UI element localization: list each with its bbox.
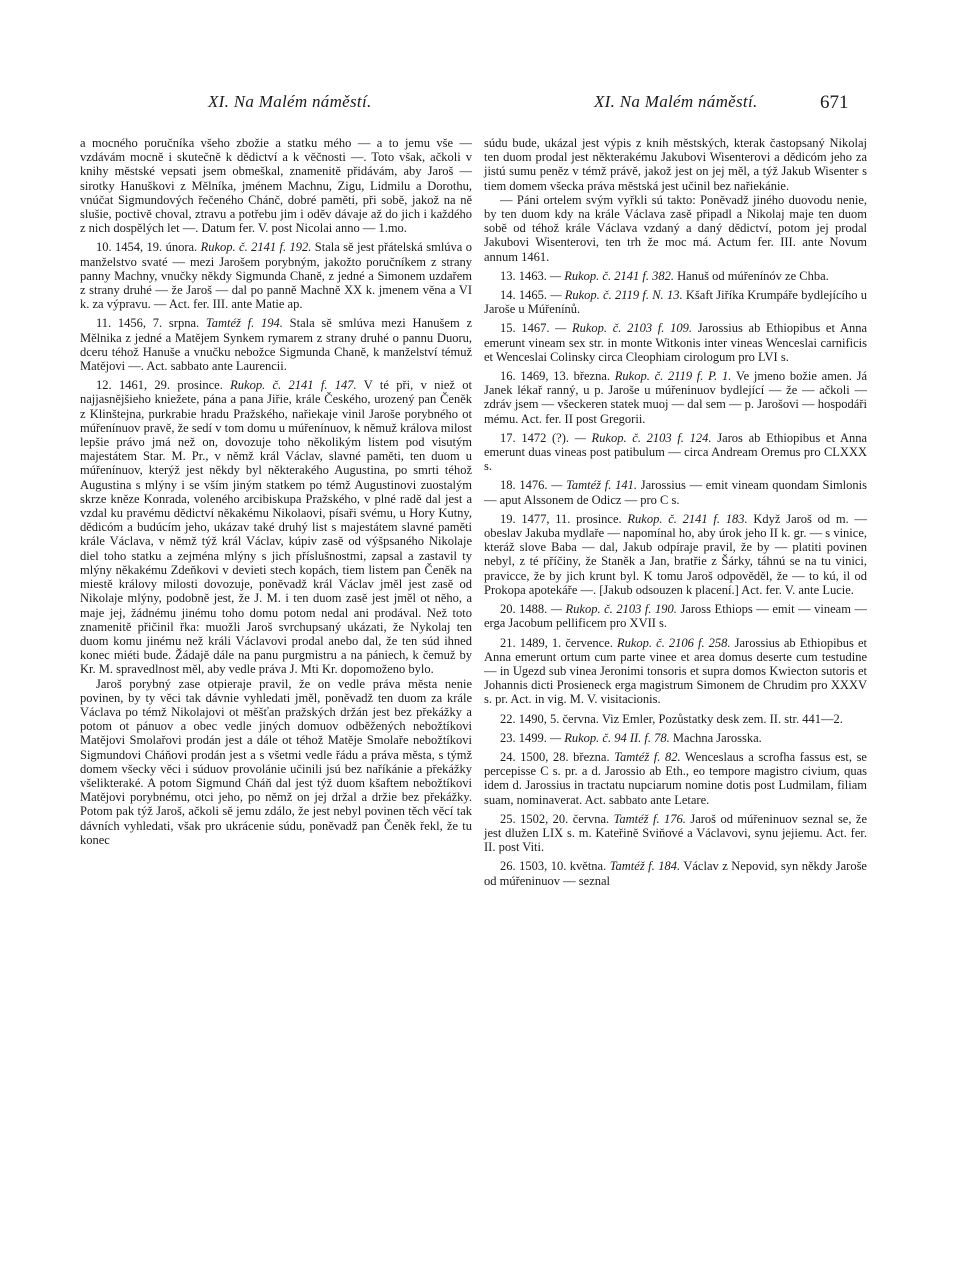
entry-source-reference: — Rukop. č. 2103 f. 124. — [574, 430, 712, 445]
entry-heading: 22. 1490, 5. června. — [500, 711, 599, 726]
page-header — [0, 92, 960, 118]
entry-source-reference: Rukop. č. 2141 f. 192. — [200, 240, 312, 255]
entry-text: Václav z Nepovid, syn někdy Jaroše od múřeninuov — seznal — [484, 859, 867, 888]
entry-text: Jaros ab Ethiopibus et Anna emerunt duas vineas post patibulum — circa Andream Oremus pro CLXXX s. — [484, 430, 868, 474]
entry-text: Když Jaroš od m. — obeslav Jakuba mydlaře — napomínal ho, aby úrok jeho II k. gr. — s vinice, kteráž slove Baba — dal, Jakub odpíraje pravil, že by — platiti povinen nebyl, z té příčiny, že Staněk a Jan, bratřie z Šárky, táhnú se na tu vinici, pravicce, že by jich krunt byl. K tomu Jaroš odpověděl, že — to kú, il od Prokopa apotekáře —. [Jakub odsouzen k placení.] Act. fer. V. ante Lucie. — [484, 511, 868, 597]
entry-text: Jarossius ab Ethiopibus et Anna emerunt ortum cum parte vinee et area domus deserte cum testudine — in Ugezd sub vinea Jeronimi tonsoris et supra domos Kwiecton sutoris et Johannis dicti Prosieneck erga magistrum Simonem de Chrudim pro XXXV s. pr. Act. in vig. M. V. visitacionis. — [484, 635, 868, 707]
entry-heading: 25. 1502, 20. června. — [500, 811, 610, 826]
continued-paragraph: súdu bude, ukázal jest výpis z knih městských, kterak častopsaný Nikolaj ten duom prodal jest některakému Jakubovi Wisenterovi a dědicóm jeho za jistú sumu peněz v témž právě, jakož jest on jej měl, a týž Jakub Wisenter s tiem domem všecka práva městská jest učinil bez nařiekánie. — [484, 136, 867, 193]
entry-heading: 16. 1469, 13. března. — [500, 369, 611, 384]
document-entry — [80, 378, 472, 676]
entry-source-reference: — Tamtéž f. 141. — [551, 478, 637, 493]
right-column — [484, 136, 867, 888]
continued-paragraph: a mocného poručníka všeho zbožie a statku mého — a to jemu vše — vzdávám mocně i skutečně k dědictví a k věčnosti —. Toto však, ačkoli v knihy městské vepsati jsem obmeškal, znamenitě přidávám, aby Jaroš — sirotky Hanuškovi z Mělníka, jménem Machnu, Zigu, Lidmilu a Dorothu, vnúčat Sigmundových řečeného Chánč, dobré paměti, při sobě, jakož na ně slušie, poctivě choval, ztravu a potřebu jim i oděv dávaje až do jich i každého z nich dospělých let —. Datum fer. V. post Nicolai anno — 1.mo. — [80, 136, 472, 236]
entry-heading: 12. 1461, 29. prosince. — [96, 378, 223, 393]
entry-text: Stala sě smlúva mezi Hanušem z Mělnika z jedné a Matějem Synkem rymarem z strany druhé o pannu Duoru, dceru téhož Hanuše a vnučku nebožce Sigmunda Chaně, k manželství témuž Matějovi —. Act. sabbato ante Laurencii. — [80, 316, 472, 374]
entry-text: Jaross Ethiops — emit — vineam — erga Jacobum pellificem pro XVII s. — [484, 602, 867, 631]
page-number: 671 — [820, 92, 849, 113]
document-entry — [80, 240, 472, 311]
document-entry — [484, 369, 867, 426]
entry-heading: 17. 1472 (?). — [500, 430, 570, 445]
running-title-left: XI. Na Malém náměstí. — [208, 92, 372, 111]
paragraph: — Páni ortelem svým vyřkli sú takto: Poněvadž jiného duovodu nenie, by ten duom kdy na krále Václava zasě připadl a Nikolaj maje ten duom sobě od téhož krále Václava vzdaný a daný dědictví, potom jej prodal Jakubovi Wisenterovi, ten trh že moc má. Actum fer. III. ante Novum annum 1461. — [484, 192, 867, 264]
document-entry — [484, 431, 867, 474]
entry-source-reference: — Rukop. č. 2103 f. 109. — [555, 321, 692, 336]
entry-source-reference: Tamtéž f. 194. — [205, 316, 283, 331]
paragraph: Jaroš porybný zase otpieraje pravil, že on vedle práva města nenie povinen, by ty věci tak dávnie vyhledati jměl, poněvadž ten duom za krále Václava po témž Nikolajovi ot měšťan pražských držán jest bez překážky a potom ot pánuov a obec vedle jiných domuov odběžených nebožtíkovi Matějovi Smolařovi prodán jest a dále ot téhož Matěje Smolaře nebožtíkovi Sigmundovi Cháňovi prodán jest a s všetmi vedle řádu a práva města, s týmž domem všecky věci i súduov provolánie učinili jsú bez naříkánie a překážky všelikteraké. A potom Sigmund Cháň dal jest týž duom kšaftem nebožtíkovi Matějovi porybnému, otci jeho, po němž on jej držal a držie bez překážky. Potom pak týž Jaroš, ačkoli sě jemu zdálo, že jest nebyl povinen těch věcí tak dávních vyhledati, však pro ukrácenie súdu, poněvadž pan Čeněk řekl, že tu konec — [80, 676, 472, 847]
entry-source-reference: Rukop. č. 2106 f. 258. — [617, 635, 731, 650]
entry-text: Stala sě jest přátelská smlúva o manželstvo svaté — mezi Jarošem porybným, jakožto poručníkem z strany panny Machny, vnučky někdy Sigmunda Chaně, z jedné a Simonem uzdařem z strany druhé — že Jaroš — dal po panně Machně XX k. jmenem věna a VI k. za výpravu. — Act. fer. III. ante Matie ap. — [80, 240, 472, 312]
entry-text: Ve jmeno božie amen. Já Janek lékař ranný, u p. Jaroše u múřeninuov bydlející — že — ačkoli — zdráv jsem — všeckeren statek muoj — dal sem — p. Jarošovi — hospodáři mému. Act. fer. II post Gregorii. — [484, 369, 868, 426]
entry-source-reference: Tamtéž f. 82. — [614, 749, 681, 764]
document-entry — [80, 316, 472, 373]
document-entry — [484, 812, 867, 855]
entry-heading: 13. 1463. — [500, 268, 547, 283]
entry-heading: 18. 1476. — [500, 478, 548, 493]
document-entry — [484, 321, 867, 364]
entry-text: Hanuš od múřenínóv ze Chba. — [677, 268, 829, 283]
entry-text: Machna Jarosska. — [672, 730, 762, 745]
entry-text: Wenceslaus a scrofha fassus est, se percepisse C s. pr. a d. Jarossio ab Eth., eo tempore magistro civium, quas idem d. Jarossius in tractatu nupciarum nomine dotis post Ludmilam, filiam suam, nominaverat. Act. sabbato ante Letare. — [484, 749, 867, 807]
left-column — [80, 136, 472, 847]
document-entry — [484, 712, 867, 726]
entry-source-reference: — Rukop. č. 2141 f. 382. — [550, 268, 674, 283]
entry-heading: 10. 1454, 19. února. — [96, 240, 198, 255]
document-entry — [484, 602, 867, 630]
entry-source-reference: — Rukop. č. 2119 f. N. 13. — [550, 288, 683, 303]
entry-heading: 23. 1499. — [500, 730, 547, 745]
entry-heading: 20. 1488. — [500, 602, 548, 617]
entry-text: Jarossius ab Ethiopibus et Anna emerunt vineam sex str. in monte Witkonis inter vineas Wenceslai carnificis et Wenceslai Colinsky circa Cleophiam cirologum pro LVI s. — [484, 321, 868, 364]
entry-text: Kšaft Jiříka Krumpáře bydlejícího u Jaroše u Múřenínů. — [484, 288, 867, 317]
document-entry — [484, 731, 867, 745]
entry-heading: 21. 1489, 1. července. — [500, 635, 613, 650]
document-entry — [484, 636, 867, 707]
entry-source-reference: Tamtéž f. 184. — [609, 859, 681, 874]
document-entry — [484, 750, 867, 807]
entry-text: Jarossius — emit vineam quondam Simlonis — aput Alssonem de Odicz — pro C s. — [484, 478, 867, 507]
entry-source-reference: Rukop. č. 2141 f. 183. — [627, 511, 748, 526]
document-entry — [484, 269, 867, 283]
document-entry — [484, 512, 867, 597]
entry-source-reference: Rukop. č. 2141 f. 147. — [230, 378, 357, 393]
entry-heading: 14. 1465. — [500, 288, 548, 303]
entry-text: Jaroš od múřeninuov seznal se, že jest dlužen LIX s. m. Kateřině Sviňové a Václavovi, synu jejiemu. Act. fer. II. post Viti. — [484, 811, 868, 855]
entry-heading: 26. 1503, 10. května. — [500, 859, 607, 874]
entry-text: V té při, v niež ot najjasnějšieho kniežete, pána a pana Jiřie, krále Českého, urozený pan Čeněk z Klinštejna, purkrabie hradu Pražského, nařiekaje vinil Jaroše porybného ot múřenínuov pravě, že sedí v tom domu u múřenínuov, k němuž králova milost lepšie právo jmá než on, dovozuje toho několikým listem pod visutým majestátem Star. M. Pr., v němž král Václav, slavné paměti, ten duom u múřenínuov, kterýž jest někdy byl některakého Augustina, po smrti téhož Augustina s mlýny i se vším jiným statkem po témž Augustinovi zuostalým skrze kněze Konrada, voleného arcibiskupa Pražského, v plné radě dal jest a vzdal ku pravému dědictví někakému Nikolaovi, písaři svému, u Hory Kutny, dědicóm a budúcím jeho, ukázav také druhý list s majestátem slavné paměti krále Václava, v němž týž král Václav, kúpiv zasě od výšpsaného Nikolaje diel toho statku a zejména mlýny s jich příslušnostmi, zapsal a zastavil ty mlýny někakému Zdeňkovi v devieti stech kopách, tiem listem pan Čeněk na miestě královy milosti dovozuje, poněvadž král Václav jměl jest zasě od Nikolaje mlýny, podobně jest, že J. M. i ten duom zasě jest jměl ot něho, a maje jej, žádnému jinému toho domu potom nedal ani prodával. Než toto znamenitě přičinil řka: muožli Jaroš svrchupsaný ukázati, že Nykolaj ten duom komu jinému než králi Václavovi prodal anebo dal, že ten súd ihned konec miéti bude. Žádajě dále na panu purgmistru a na pániech, k čemuž by Kr. M. spravedlnost měl, aby vedle práva J. Mti Kr. dopomoženo bylo. — [80, 378, 473, 677]
entry-text: Viz Emler, Pozůstatky desk zem. II. str. 441—2. — [601, 711, 843, 726]
entry-heading: 11. 1456, 7. srpna. — [96, 316, 200, 331]
entry-heading: 24. 1500, 28. března. — [500, 749, 610, 764]
entry-heading: 15. 1467. — [500, 321, 550, 336]
entry-source-reference: Rukop. č. 2119 f. P. 1. — [614, 369, 732, 384]
entry-source-reference: Tamtéž f. 176. — [613, 811, 686, 826]
document-entry — [484, 288, 867, 316]
entry-source-reference: — Rukop. č. 2103 f. 190. — [550, 602, 677, 617]
running-title-right: XI. Na Malém náměstí. — [594, 92, 758, 111]
entry-heading: 19. 1477, 11. prosince. — [500, 511, 622, 526]
document-entry — [484, 859, 867, 887]
document-entry — [484, 478, 867, 506]
entry-source-reference: — Rukop. č. 94 II. f. 78. — [550, 730, 670, 745]
